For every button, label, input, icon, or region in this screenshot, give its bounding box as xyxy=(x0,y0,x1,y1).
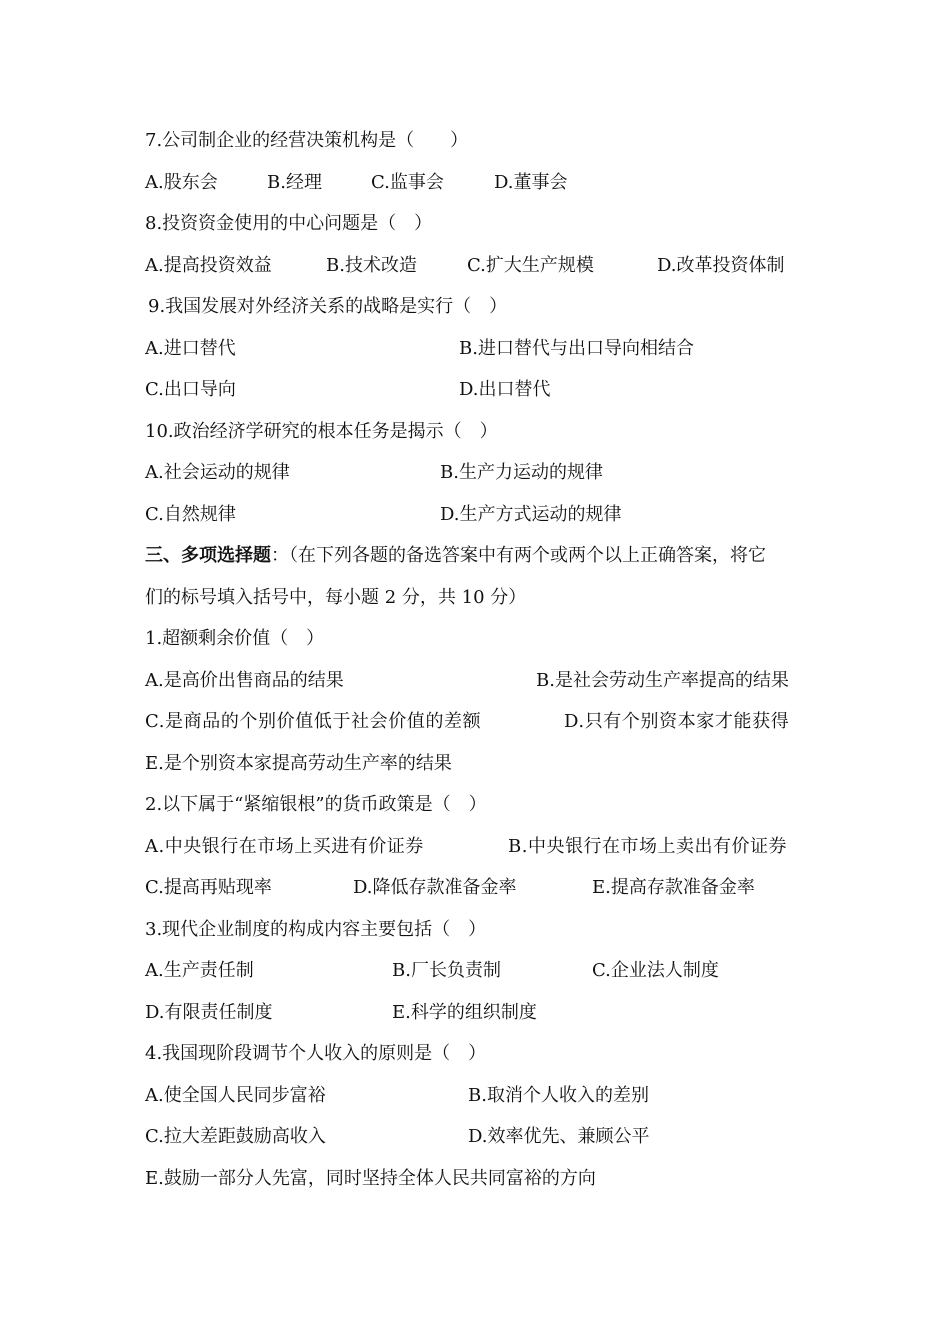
option-a: A.提高投资效益 xyxy=(145,255,272,276)
question-stem: 2.以下属于“紧缩银根”的货币政策是（ ） xyxy=(145,794,487,815)
option-c: C.拉大差距鼓励高收入 xyxy=(145,1126,326,1147)
question-10 xyxy=(0,415,950,449)
option-d: D.效率优先、兼顾公平 xyxy=(468,1126,650,1147)
option-d: D.只有个别资本家才能获得 xyxy=(564,711,790,732)
section-3-heading-wrap xyxy=(145,539,766,573)
question-stem: 8.投资资金使用的中心问题是（ ） xyxy=(145,213,433,234)
option-b: B.进口替代与出口导向相结合 xyxy=(459,338,694,359)
option-b: B.中央银行在市场上卖出有价证券 xyxy=(508,836,787,857)
question-9-options-row2 xyxy=(0,373,950,407)
option-c: C.出口导向 xyxy=(145,379,236,400)
section-3-header xyxy=(0,539,950,573)
option-c: C.监事会 xyxy=(371,172,444,193)
option-c: C.自然规律 xyxy=(145,504,236,525)
option-a: A.中央银行在市场上买进有价证券 xyxy=(145,836,424,857)
section-3-intro: ：（在下列各题的备选答案中有两个或两个以上正确答案，将它 xyxy=(271,545,766,566)
option-b: B.厂长负责制 xyxy=(392,960,501,981)
section-3-heading: 三、多项选择题 xyxy=(145,545,271,566)
option-e: E.是个别资本家提高劳动生产率的结果 xyxy=(145,753,452,774)
option-c: C.是商品的个别价值低于社会价值的差额 xyxy=(145,711,482,732)
option-a: A.是高价出售商品的结果 xyxy=(145,670,344,691)
multi-question-1-options-row3 xyxy=(0,747,950,781)
option-b: B.经理 xyxy=(267,172,322,193)
question-8 xyxy=(0,207,950,241)
multi-question-1-options-row1 xyxy=(0,664,950,698)
question-10-options-row1 xyxy=(0,456,950,490)
question-stem: 10.政治经济学研究的根本任务是揭示（ ） xyxy=(145,421,498,442)
multi-question-4-options-row2 xyxy=(0,1120,950,1154)
option-e: E.提高存款准备金率 xyxy=(592,877,755,898)
question-9-options-row1 xyxy=(0,332,950,366)
question-stem: 9.我国发展对外经济关系的战略是实行（ ） xyxy=(148,296,508,317)
question-7 xyxy=(0,124,950,158)
option-d: D.改革投资体制 xyxy=(657,255,785,276)
option-c: C.企业法人制度 xyxy=(592,960,719,981)
question-10-options-row2 xyxy=(0,498,950,532)
multi-question-2-options-row2 xyxy=(0,871,950,905)
multi-question-3-options-row2 xyxy=(0,996,950,1030)
option-c: C.扩大生产规模 xyxy=(467,255,594,276)
multi-question-3 xyxy=(0,913,950,947)
option-b: B.技术改造 xyxy=(326,255,417,276)
option-a: A.使全国人民同步富裕 xyxy=(145,1085,326,1106)
question-7-options xyxy=(0,166,950,200)
option-e: E.鼓励一部分人先富，同时坚持全体人民共同富裕的方向 xyxy=(145,1168,596,1189)
option-b: B.是社会劳动生产率提高的结果 xyxy=(536,670,789,691)
option-d: D.降低存款准备金率 xyxy=(353,877,517,898)
multi-question-1-options-row2 xyxy=(0,705,950,739)
option-b: B.取消个人收入的差别 xyxy=(468,1085,649,1106)
multi-question-4-options-row3 xyxy=(0,1162,950,1196)
option-a: A.生产责任制 xyxy=(145,960,254,981)
option-a: A.股东会 xyxy=(145,172,218,193)
option-a: A.社会运动的规律 xyxy=(145,462,290,483)
multi-question-4 xyxy=(0,1037,950,1071)
question-stem: 4.我国现阶段调节个人收入的原则是（ ） xyxy=(145,1043,487,1064)
option-c: C.提高再贴现率 xyxy=(145,877,272,898)
question-stem: 7.公司制企业的经营决策机构是（ ） xyxy=(145,130,469,151)
option-e: E.科学的组织制度 xyxy=(392,1002,537,1023)
multi-question-1 xyxy=(0,622,950,656)
option-d: D.董事会 xyxy=(494,172,568,193)
option-d: D.生产方式运动的规律 xyxy=(440,504,622,525)
option-d: D.有限责任制度 xyxy=(145,1002,273,1023)
option-d: D.出口替代 xyxy=(459,379,551,400)
option-a: A.进口替代 xyxy=(145,338,236,359)
multi-question-2-options-row1 xyxy=(0,830,950,864)
multi-question-4-options-row1 xyxy=(0,1079,950,1113)
multi-question-3-options-row1 xyxy=(0,954,950,988)
multi-question-2 xyxy=(0,788,950,822)
question-stem: 3.现代企业制度的构成内容主要包括（ ） xyxy=(145,919,487,940)
section-3-intro-cont: 们的标号填入括号中，每小题 2 分，共 10 分） xyxy=(145,587,527,608)
question-stem: 1.超额剩余价值（ ） xyxy=(145,628,325,649)
option-b: B.生产力运动的规律 xyxy=(440,462,603,483)
section-3-intro-line2 xyxy=(0,581,950,615)
question-9 xyxy=(0,290,950,324)
question-8-options xyxy=(0,249,950,283)
